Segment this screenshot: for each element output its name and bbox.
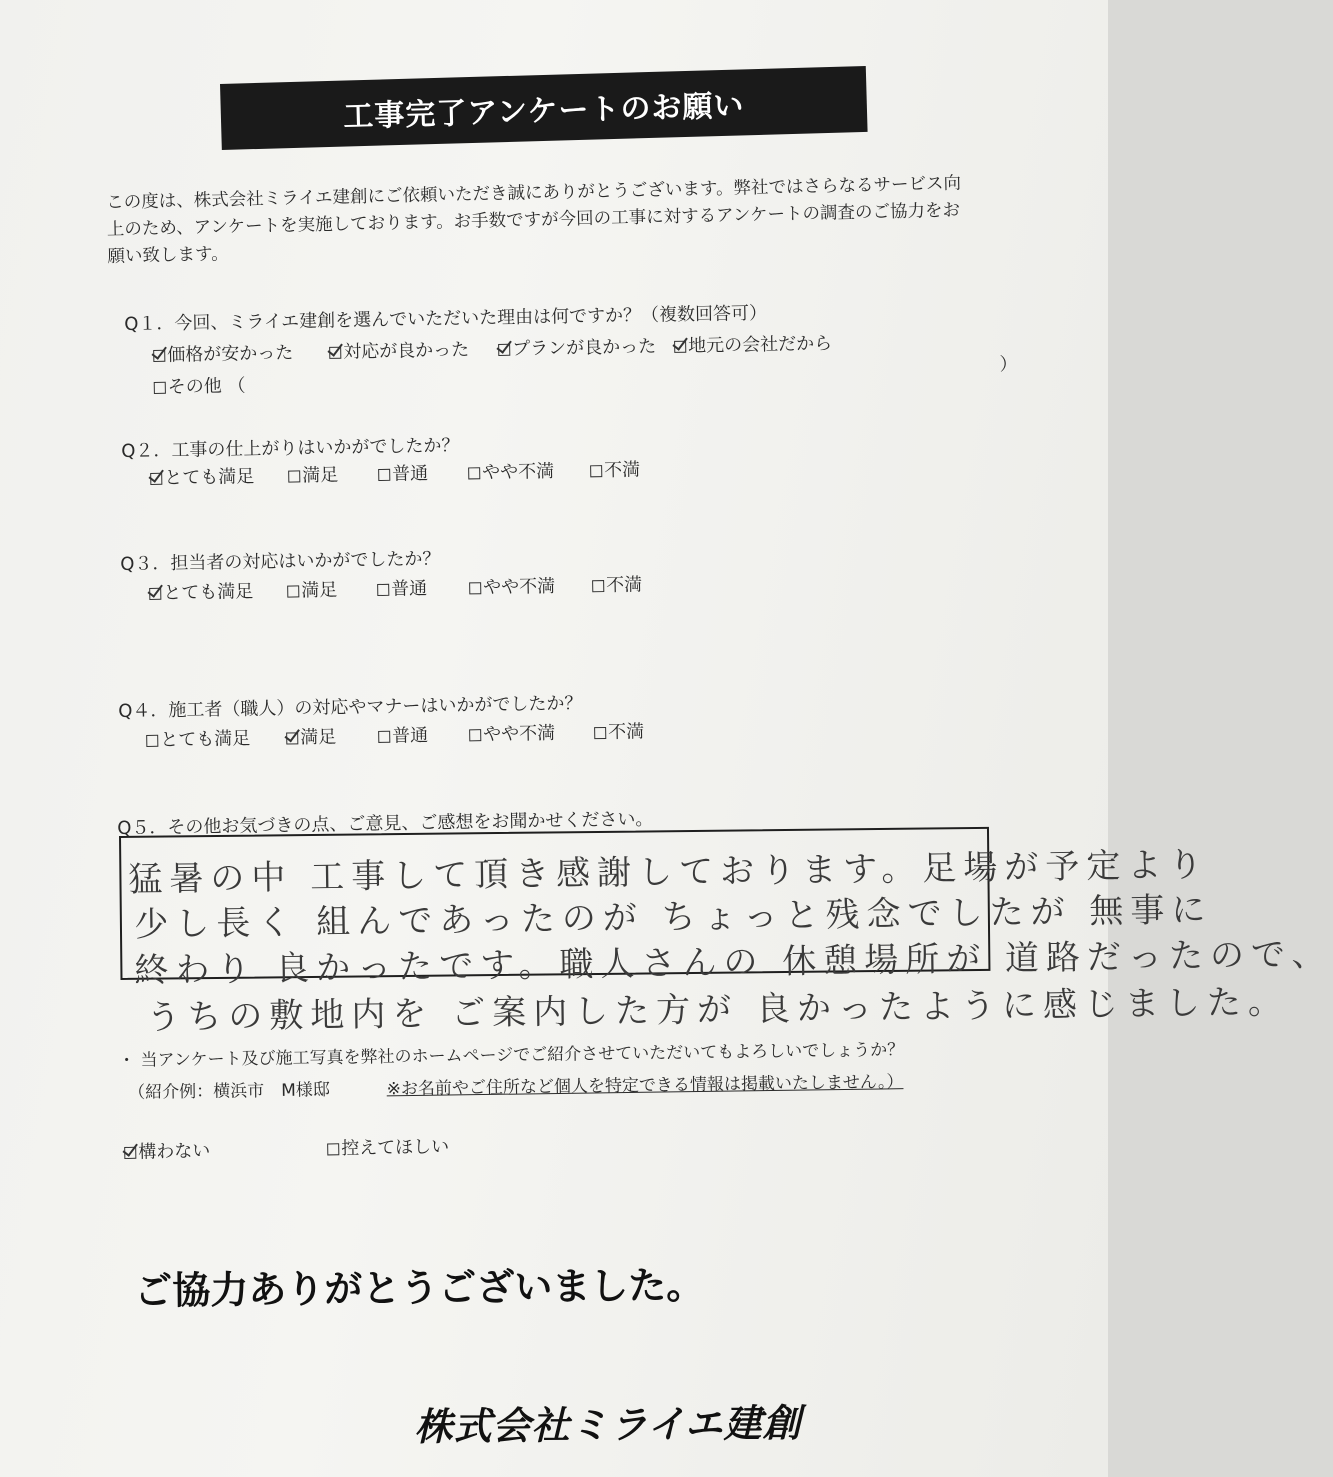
consent-example-row: [128, 1067, 904, 1103]
q1-option-plan[interactable]: プランが良かった: [498, 332, 656, 361]
q4-option-satisfied[interactable]: 満足: [286, 723, 336, 750]
q3-option-dissatisfied[interactable]: 不満: [592, 570, 642, 597]
q2-option-satisfied[interactable]: 満足: [288, 461, 338, 488]
q3-question: Q３．担当者の対応はいかがでしたか？: [120, 548, 441, 575]
q1-question: Q１．今回、ミライエ建創を選んでいただいた理由は何ですか？（複数回答可）: [124, 302, 768, 335]
q5-answer-line: 猛暑の中 工事して頂き感謝しております。足場が予定より: [128, 844, 1210, 900]
thanks-message: ご協力ありがとうございました。: [134, 1263, 705, 1313]
checkbox-icon[interactable]: [592, 580, 604, 592]
q1-option-price[interactable]: 価格が安かった: [153, 339, 293, 367]
checked-checkbox-icon[interactable]: [498, 344, 510, 356]
q4-option-dissatisfied[interactable]: 不満: [594, 717, 644, 744]
q4-option-somewhat-dissatisfied[interactable]: やや不満: [469, 719, 555, 746]
checkbox-icon[interactable]: [590, 465, 602, 477]
q5-answer-line: うちの敷地内を ご案内した方が 良かったように感じました。: [146, 982, 1290, 1038]
consent-note: ※お名前やご住所など個人を特定できる情報は掲載いたしません。）: [386, 1072, 904, 1100]
q2-option-very-satisfied[interactable]: とても満足: [150, 462, 254, 490]
checkbox-icon[interactable]: [378, 731, 390, 743]
checkbox-icon[interactable]: [377, 584, 389, 596]
q1-option-service[interactable]: 対応が良かった: [329, 335, 469, 363]
q5-question: Q５．その他お気づきの点、ご意見、ご感想をお聞かせください。: [117, 808, 654, 839]
q3-option-neutral[interactable]: 普通: [377, 574, 427, 601]
q3-option-satisfied[interactable]: 満足: [287, 576, 337, 603]
q2-option-somewhat-dissatisfied[interactable]: やや不満: [468, 457, 554, 484]
checkbox-icon[interactable]: [378, 469, 390, 481]
checkbox-icon[interactable]: [327, 1143, 339, 1155]
q2-option-neutral[interactable]: 普通: [378, 459, 428, 486]
q3-option-somewhat-dissatisfied[interactable]: やや不満: [469, 572, 555, 599]
checked-checkbox-icon[interactable]: [149, 588, 161, 600]
checkbox-icon[interactable]: [469, 729, 481, 741]
q1-other-close-paren: ）: [999, 353, 1018, 376]
q3-option-very-satisfied[interactable]: とても満足: [149, 577, 253, 605]
q4-question: Q４．施工者（職人）の対応やマナーはいかがでしたか？: [118, 692, 583, 722]
checked-checkbox-icon[interactable]: [153, 350, 165, 362]
checked-checkbox-icon[interactable]: [674, 341, 686, 353]
company-name: 株式会社ミライエ建創: [414, 1400, 802, 1449]
checked-checkbox-icon[interactable]: [286, 732, 298, 744]
q2-question: Q２．工事の仕上がりはいかがでしたか？: [121, 435, 460, 462]
survey-title: 工事完了アンケートのお願い: [342, 88, 745, 135]
q4-option-neutral[interactable]: 普通: [378, 721, 428, 748]
q5-answer-line: 終わり 良かったです。職人さんの 休憩場所が 道路だったので、: [134, 934, 1333, 991]
checked-checkbox-icon[interactable]: [124, 1147, 136, 1159]
title-banner: [220, 66, 868, 150]
checkbox-icon[interactable]: [594, 727, 606, 739]
checked-checkbox-icon[interactable]: [150, 473, 162, 485]
consent-example: （紹介例：横浜市 M様邸: [128, 1080, 331, 1103]
checkbox-icon[interactable]: [468, 467, 480, 479]
q4-option-very-satisfied[interactable]: とても満足: [146, 724, 250, 752]
consent-question: ・ 当アンケート及び施工写真を弊社のホームページでご紹介させていただいてもよろしいでしょうか？: [118, 1040, 905, 1071]
checkbox-icon[interactable]: [469, 582, 481, 594]
q1-option-local[interactable]: 地元の会社だから: [674, 329, 832, 358]
checked-checkbox-icon[interactable]: [329, 347, 341, 359]
checkbox-icon[interactable]: [288, 470, 300, 482]
consent-option-decline[interactable]: 控えてほしい: [327, 1132, 449, 1160]
q1-option-other[interactable]: その他 （: [154, 371, 246, 399]
consent-option-ok[interactable]: 構わない: [124, 1136, 210, 1163]
checkbox-icon[interactable]: [146, 735, 158, 747]
q2-option-dissatisfied[interactable]: 不満: [590, 455, 640, 482]
q5-answer-line: 少し長く 組んであったのが ちょっと残念でしたが 無事に: [134, 889, 1213, 945]
intro-text: この度は、株式会社ミライエ建創にご依頼いただき誠にありがとうございます。弊社ではさらなるサービス向上のため、アンケートを実施しております。お手数ですが今回の工事に対するアンケートの調査のご協力をお願い致します。: [106, 173, 962, 267]
checkbox-icon[interactable]: [287, 585, 299, 597]
checkbox-icon[interactable]: [154, 382, 166, 394]
